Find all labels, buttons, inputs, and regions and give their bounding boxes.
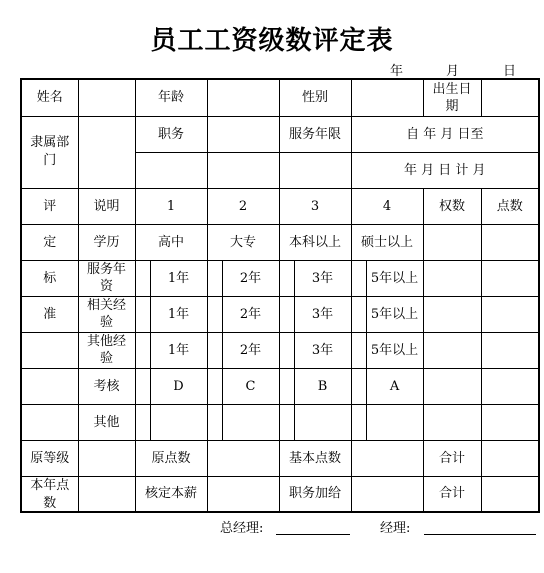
weight-cell[interactable] — [423, 368, 481, 404]
criterion-level-4: 5年以上 — [366, 260, 423, 296]
points-header: 点数 — [481, 188, 539, 224]
criterion-label — [78, 332, 135, 368]
age-label: 年龄 — [135, 79, 207, 116]
criterion-level-3[interactable] — [294, 404, 351, 440]
service-years-label: 服务年限 — [279, 116, 351, 152]
criterion-label — [78, 260, 135, 296]
total-label: 合计 — [423, 440, 481, 476]
dept-field[interactable] — [78, 116, 135, 188]
desc-header: 说明 — [78, 188, 135, 224]
criterion-label: 学历 — [78, 224, 135, 260]
level-1-header: 1 — [135, 188, 207, 224]
criterion-level-2[interactable] — [222, 404, 279, 440]
criterion-level-3: 本科以上 — [279, 224, 351, 260]
criterion-level-3: B — [294, 368, 351, 404]
eval-letter-blank — [21, 404, 78, 440]
checkbox-level-3[interactable] — [279, 296, 294, 332]
checkbox-level-3[interactable] — [279, 260, 294, 296]
year-points-field[interactable] — [78, 476, 135, 512]
approved-salary-label: 核定本薪 — [135, 476, 207, 512]
orig-points-label: 原点数 — [135, 440, 207, 476]
general-manager-signature-line[interactable] — [276, 534, 350, 535]
checkbox-level-4[interactable] — [351, 404, 366, 440]
criterion-label-text: 其他经验 — [86, 334, 126, 366]
weight-cell[interactable] — [423, 332, 481, 368]
name-field[interactable] — [78, 79, 135, 116]
checkbox-level-2[interactable] — [207, 260, 222, 296]
checkbox-level-4[interactable] — [351, 332, 366, 368]
weight-cell[interactable] — [423, 224, 481, 260]
duty-bonus-label: 职务加给 — [279, 476, 351, 512]
level-2-header: 2 — [207, 188, 279, 224]
checkbox-level-1[interactable] — [135, 404, 150, 440]
eval-letter-1: 评 — [21, 188, 78, 224]
criterion-level-2: 2年 — [222, 260, 279, 296]
gender-label: 性别 — [279, 79, 351, 116]
date-month-label: 月 — [446, 64, 460, 79]
criterion-level-1: 1年 — [150, 260, 207, 296]
criterion-level-4: 5年以上 — [366, 296, 423, 332]
eval-letter-3: 标 — [21, 260, 78, 296]
criterion-label — [78, 296, 135, 332]
criterion-label-text: 服务年资 — [86, 262, 126, 294]
birth-field[interactable] — [481, 79, 539, 116]
criterion-level-4: 5年以上 — [366, 332, 423, 368]
points-cell[interactable] — [481, 224, 539, 260]
criterion-level-3: 3年 — [294, 260, 351, 296]
criterion-level-1: 1年 — [150, 296, 207, 332]
age-field[interactable] — [207, 79, 279, 116]
criterion-level-2: C — [222, 368, 279, 404]
general-manager-label: 总经理: — [220, 521, 264, 536]
criterion-level-2: 大专 — [207, 224, 279, 260]
dept-label — [21, 116, 78, 188]
name-label: 姓名 — [21, 79, 78, 116]
date-year-label: 年 — [390, 64, 404, 79]
service-extra-field[interactable] — [279, 152, 351, 188]
points-cell[interactable] — [481, 368, 539, 404]
checkbox-level-4[interactable] — [351, 260, 366, 296]
position-label: 职务 — [135, 116, 207, 152]
criterion-level-3: 3年 — [294, 296, 351, 332]
checkbox-level-3[interactable] — [279, 404, 294, 440]
duty-bonus-field[interactable] — [351, 476, 423, 512]
total-field[interactable] — [481, 476, 539, 512]
manager-signature-line[interactable] — [424, 534, 536, 535]
criterion-label: 考核 — [78, 368, 135, 404]
criterion-level-2: 2年 — [222, 296, 279, 332]
criterion-label: 其他 — [78, 404, 135, 440]
criterion-level-4: 硕士以上 — [351, 224, 423, 260]
weight-cell[interactable] — [423, 404, 481, 440]
service-from-field[interactable]: 自 年 月 日至 — [351, 116, 539, 152]
base-points-field[interactable] — [351, 440, 423, 476]
criterion-level-4[interactable] — [366, 404, 423, 440]
checkbox-level-4[interactable] — [351, 296, 366, 332]
total-label: 合计 — [423, 476, 481, 512]
criterion-level-1: 1年 — [150, 332, 207, 368]
year-points-label-text: 本年点数 — [30, 477, 70, 511]
approved-salary-field[interactable] — [207, 476, 279, 512]
eval-letter-2: 定 — [21, 224, 78, 260]
criterion-level-1[interactable] — [150, 404, 207, 440]
service-to-field[interactable]: 年 月 日 计 月 — [351, 152, 539, 188]
checkbox-level-1[interactable] — [135, 368, 150, 404]
points-cell[interactable] — [481, 260, 539, 296]
checkbox-level-1[interactable] — [135, 260, 150, 296]
position-field[interactable] — [207, 116, 279, 152]
position-extra-field-2[interactable] — [207, 152, 279, 188]
year-points-label — [21, 476, 78, 512]
checkbox-level-3[interactable] — [279, 368, 294, 404]
date-day-label: 日 — [503, 64, 517, 79]
total-field[interactable] — [481, 440, 539, 476]
gender-field[interactable] — [351, 79, 423, 116]
orig-points-field[interactable] — [207, 440, 279, 476]
eval-letter-blank — [21, 368, 78, 404]
level-4-header: 4 — [351, 188, 423, 224]
points-cell[interactable] — [481, 296, 539, 332]
weight-header: 权数 — [423, 188, 481, 224]
checkbox-level-2[interactable] — [207, 332, 222, 368]
points-cell[interactable] — [481, 404, 539, 440]
checkbox-level-2[interactable] — [207, 404, 222, 440]
criterion-level-2: 2年 — [222, 332, 279, 368]
base-points-label: 基本点数 — [279, 440, 351, 476]
criterion-level-4: A — [366, 368, 423, 404]
points-cell[interactable] — [481, 332, 539, 368]
page-title: 员工工资级数评定表 — [150, 26, 394, 56]
dept-label-text: 隶属部门 — [30, 135, 70, 168]
weight-cell[interactable] — [423, 296, 481, 332]
criterion-level-1: D — [150, 368, 207, 404]
checkbox-level-2[interactable] — [207, 296, 222, 332]
checkbox-level-1[interactable] — [135, 332, 150, 368]
birth-label — [423, 79, 481, 116]
checkbox-level-1[interactable] — [135, 296, 150, 332]
position-extra-field[interactable] — [135, 152, 207, 188]
eval-letter-4: 准 — [21, 296, 78, 332]
birth-label-text: 出生日期 — [432, 81, 472, 114]
orig-level-field[interactable] — [78, 440, 135, 476]
weight-cell[interactable] — [423, 260, 481, 296]
checkbox-level-4[interactable] — [351, 368, 366, 404]
criterion-level-3: 3年 — [294, 332, 351, 368]
evaluation-table — [20, 78, 540, 513]
checkbox-level-2[interactable] — [207, 368, 222, 404]
manager-label: 经理: — [380, 521, 411, 536]
eval-letter-blank — [21, 332, 78, 368]
criterion-label-text: 相关经验 — [86, 298, 126, 330]
criterion-level-1: 高中 — [135, 224, 207, 260]
orig-level-label: 原等级 — [21, 440, 78, 476]
level-3-header: 3 — [279, 188, 351, 224]
checkbox-level-3[interactable] — [279, 332, 294, 368]
